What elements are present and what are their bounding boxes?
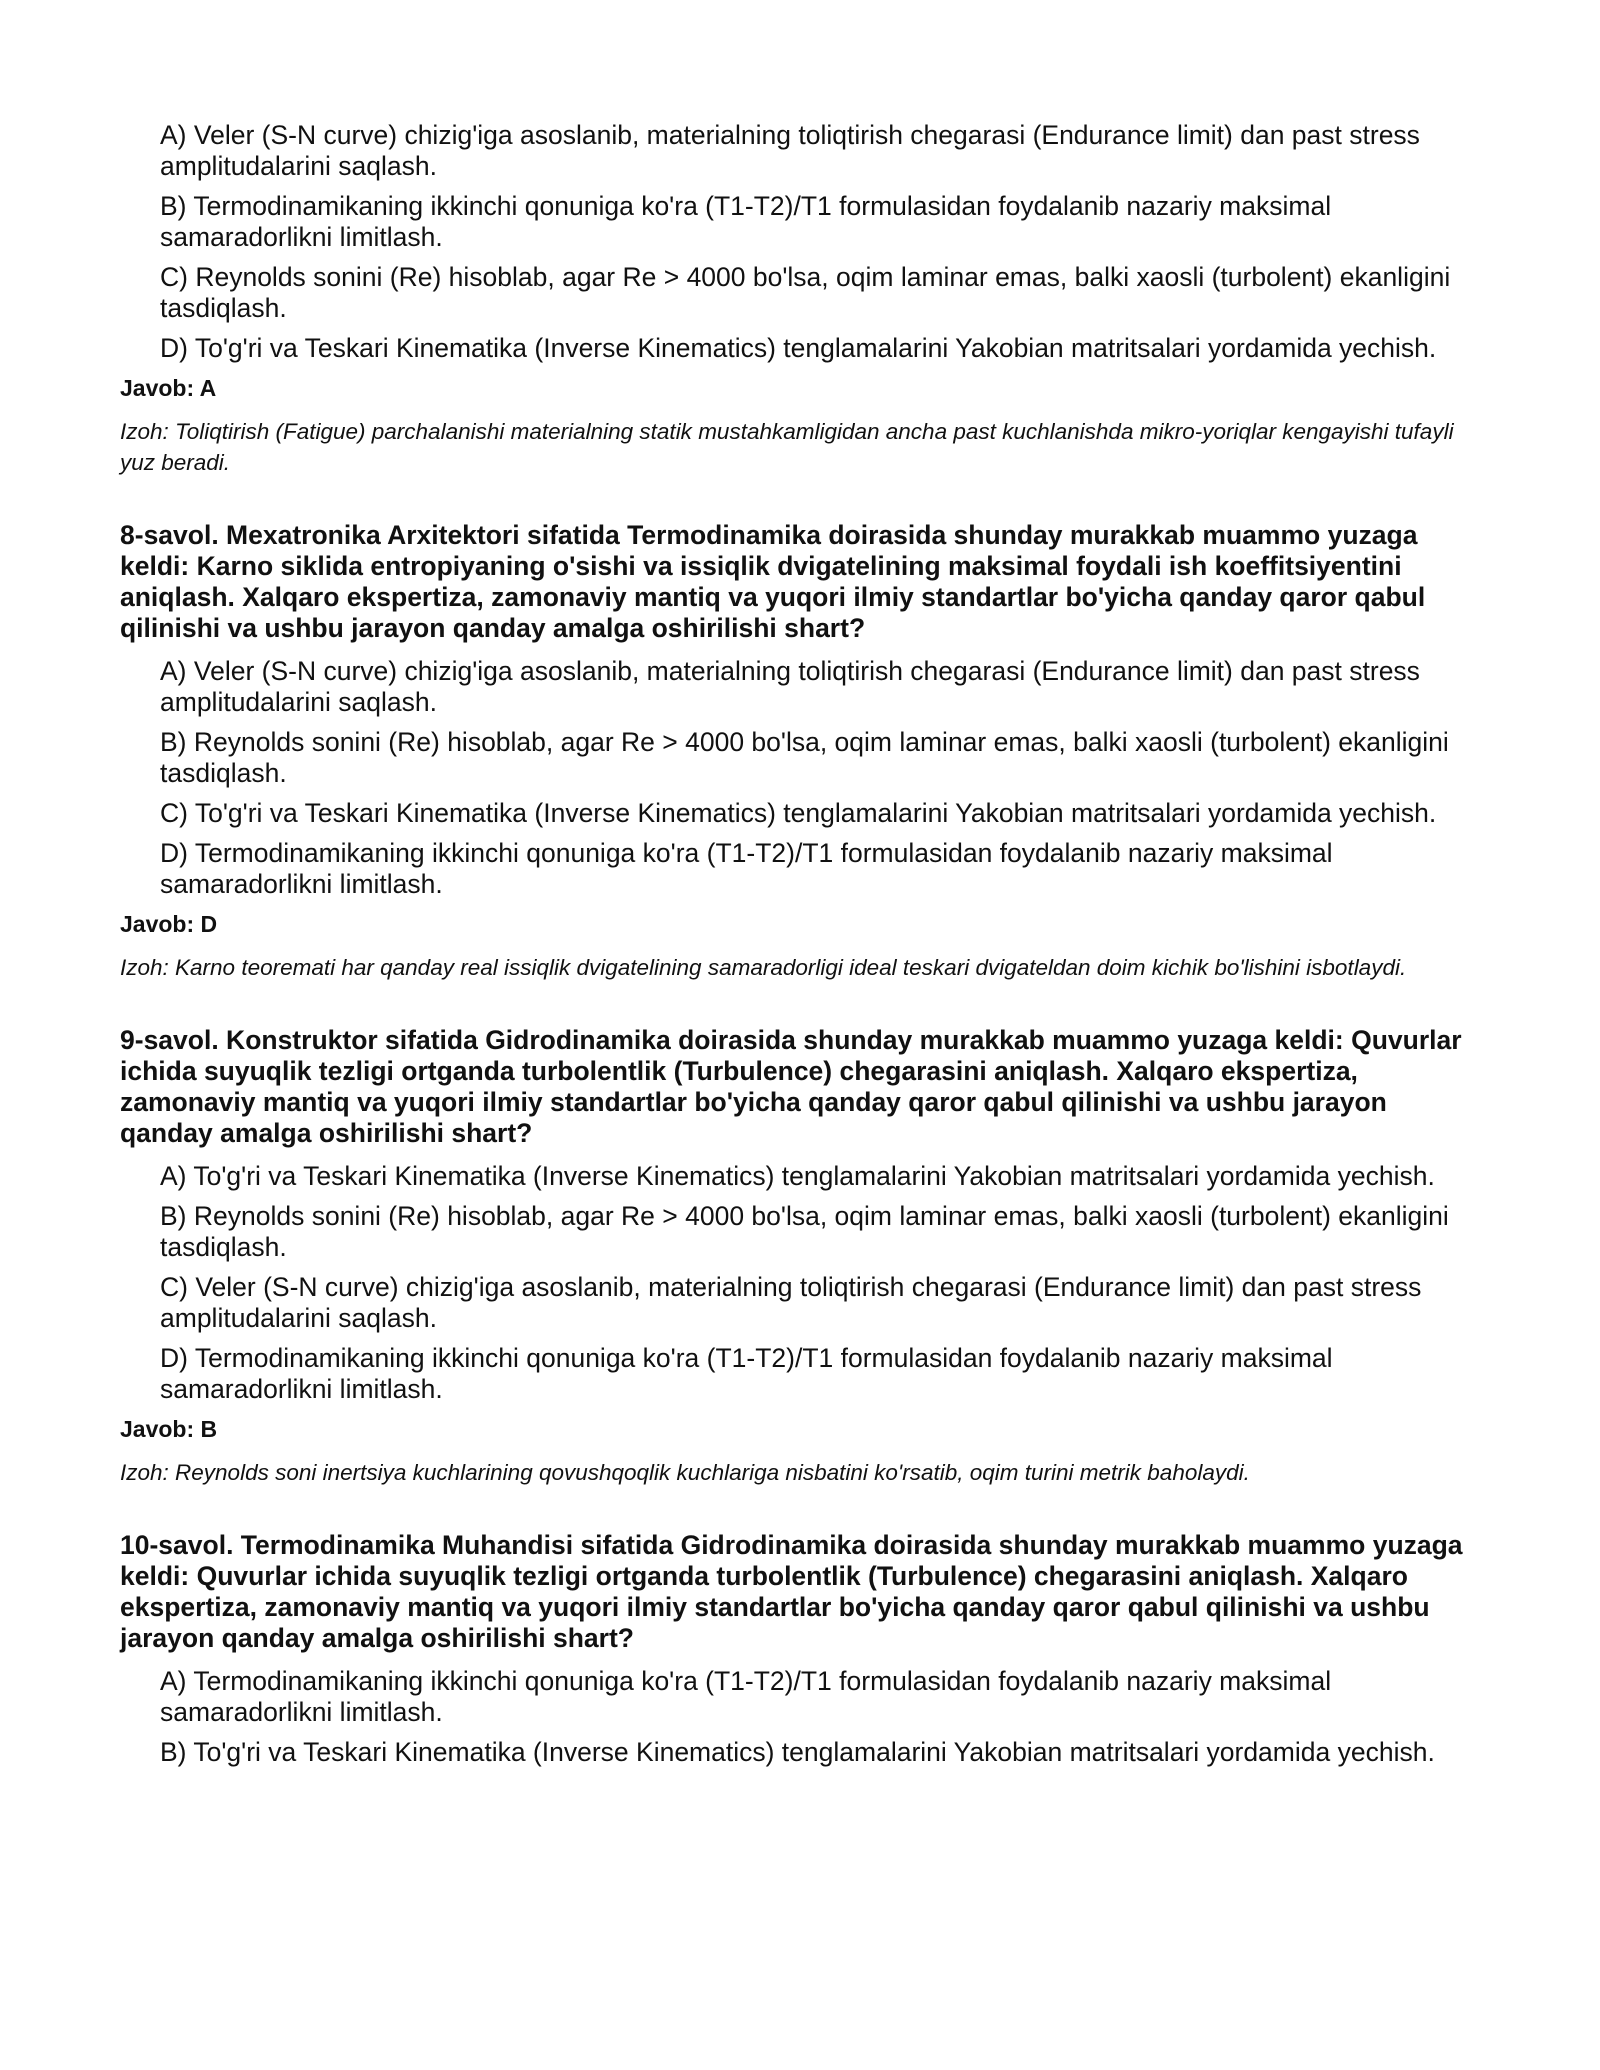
option-c: C) Reynolds sonini (Re) hisoblab, agar Re > 4000 bo'lsa, oqim laminar emas, balki xaosli (turbolent) ekanligini tasdiqlash. [160, 262, 1451, 323]
option-b: B) Reynolds sonini (Re) hisoblab, agar Re > 4000 bo'lsa, oqim laminar emas, balki xaosli (turbolent) ekanligini tasdiqlash. [160, 1201, 1449, 1262]
option-d: D) To'g'ri va Teskari Kinematika (Inverse Kinematics) tenglamalarini Yakobian matritsalari yordamida yechish. [160, 333, 1437, 363]
option-b: B) Reynolds sonini (Re) hisoblab, agar Re > 4000 bo'lsa, oqim laminar emas, balki xaosli (turbolent) ekanligini tasdiqlash. [160, 727, 1449, 788]
answer-label: Javob: A [120, 375, 217, 401]
option-c: C) To'g'ri va Teskari Kinematika (Inverse Kinematics) tenglamalarini Yakobian matritsalari yordamida yechish. [160, 798, 1437, 828]
question-block-7 [120, 120, 1482, 478]
option-a: A) Termodinamikaning ikkinchi qonuniga ko'ra (T1-T2)/T1 formulasidan foydalanib nazariy maksimal samaradorlikni limitlash. [160, 1666, 1332, 1727]
answer-label: Javob: B [120, 1416, 218, 1442]
question-text: 9-savol. Konstruktor sifatida Gidrodinamika doirasida shunday murakkab muammo yuzaga keldi: Quvurlar ichida suyuqlik tezligi ortganda turbolentlik (Turbulence) chegarasini aniqlash. Xalqaro ekspertiza, zamonaviy mantiq va yuqori ilmiy standartlar bo'yicha qanday qaror qabul qilinishi va ushbu jarayon qanday amalga oshirilishi shart? [120, 1025, 1462, 1148]
question-block-9 [120, 1025, 1482, 1488]
explanation-note: Izoh: Toliqtirish (Fatigue) parchalanishi materialning statik mustahkamligidan ancha past kuchlanishda mikro-yoriqlar kengayishi tufayli yuz beradi. [120, 419, 1454, 475]
answer-label: Javob: D [120, 911, 218, 937]
question-block-10 [120, 1530, 1482, 1768]
explanation-note: Izoh: Reynolds soni inertsiya kuchlarining qovushqoqlik kuchlariga nisbatini ko'rsatib, oqim turini metrik baholaydi. [120, 1460, 1250, 1485]
option-a: A) Veler (S-N curve) chizig'iga asoslanib, materialning toliqtirish chegarasi (Endurance limit) dan past stress amplitudalarini saqlash. [160, 120, 1420, 181]
option-c: C) Veler (S-N curve) chizig'iga asoslanib, materialning toliqtirish chegarasi (Endurance limit) dan past stress amplitudalarini saqlash. [160, 1272, 1422, 1333]
option-a: A) To'g'ri va Teskari Kinematika (Inverse Kinematics) tenglamalarini Yakobian matritsalari yordamida yechish. [160, 1161, 1435, 1191]
option-d: D) Termodinamikaning ikkinchi qonuniga ko'ra (T1-T2)/T1 formulasidan foydalanib nazariy maksimal samaradorlikni limitlash. [160, 1343, 1333, 1404]
question-text: 10-savol. Termodinamika Muhandisi sifatida Gidrodinamika doirasida shunday murakkab muammo yuzaga keldi: Quvurlar ichida suyuqlik tezligi ortganda turbolentlik (Turbulence) chegarasini aniqlash. Xalqaro ekspertiza, zamonaviy mantiq va yuqori ilmiy standartlar bo'yicha qanday qaror qabul qilinishi va ushbu jarayon qanday amalga oshirilishi shart? [120, 1530, 1463, 1653]
option-b: B) Termodinamikaning ikkinchi qonuniga ko'ra (T1-T2)/T1 formulasidan foydalanib nazariy maksimal samaradorlikni limitlash. [160, 191, 1332, 252]
option-a: A) Veler (S-N curve) chizig'iga asoslanib, materialning toliqtirish chegarasi (Endurance limit) dan past stress amplitudalarini saqlash. [160, 656, 1420, 717]
question-text: 8-savol. Mexatronika Arxitektori sifatida Termodinamika doirasida shunday murakkab muammo yuzaga keldi: Karno siklida entropiyaning o'sishi va issiqlik dvigatelining maksimal foydali ish koeffitsiyentini aniqlash. Xalqaro ekspertiza, zamonaviy mantiq va yuqori ilmiy standartlar bo'yicha qanday qaror qabul qilinishi va ushbu jarayon qanday amalga oshirilishi shart? [120, 520, 1426, 643]
option-d: D) Termodinamikaning ikkinchi qonuniga ko'ra (T1-T2)/T1 formulasidan foydalanib nazariy maksimal samaradorlikni limitlash. [160, 838, 1333, 899]
explanation-note: Izoh: Karno teoremati har qanday real issiqlik dvigatelining samaradorligi ideal teskari dvigateldan doim kichik bo'lishini isbotlaydi. [120, 955, 1407, 980]
question-block-8 [120, 520, 1482, 983]
option-b: B) To'g'ri va Teskari Kinematika (Inverse Kinematics) tenglamalarini Yakobian matritsalari yordamida yechish. [160, 1737, 1435, 1767]
